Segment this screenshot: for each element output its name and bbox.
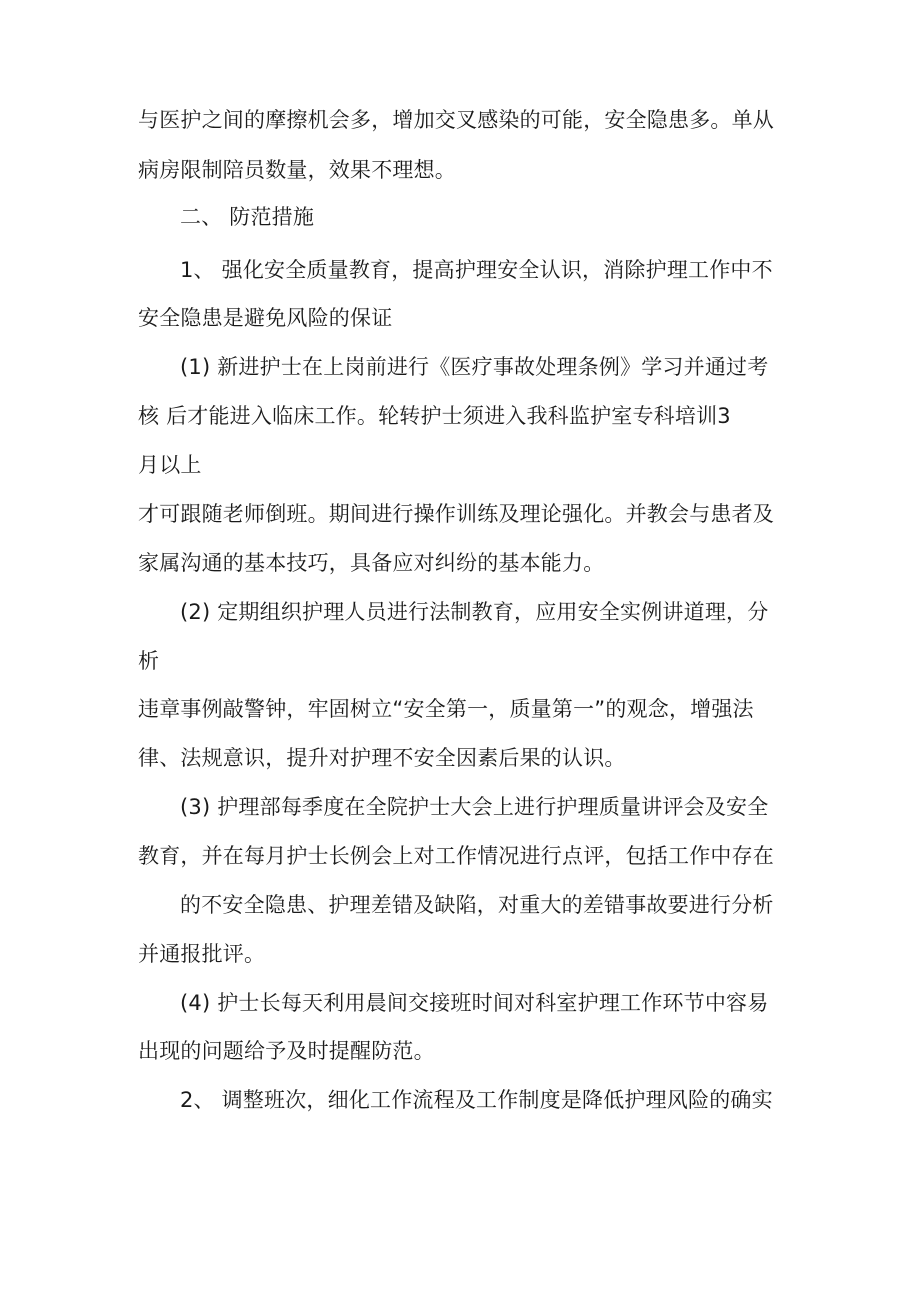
text-line: (4) 护士长每天利用晨间交接班时间对科室护理工作环节中容易 [180,991,769,1015]
text-line: (3) 护理部每季度在全院护士大会上进行护理质量讲评会及安全 [180,795,769,819]
text-line: (2) 定期组织护理人员进行法制教育，应用安全实例讲道理，分 [180,600,769,624]
text-line: 出现的问题给予及时提醒防范。 [138,1039,435,1063]
text-line: (1) 新进护士在上岗前进行《医疗事故处理条例》学习并通过考 [180,355,769,379]
text-line: 才可跟随老师倒班。期间进行操作训练及理论强化。并教会与患者及 [138,502,774,526]
text-line: 教育，并在每月护士长例会上对工作情况进行点评，包括工作中存在 [138,844,774,868]
text-line: 家属沟通的基本技巧，具备应对纠纷的基本能力。 [138,551,605,575]
text-line: 月以上 [138,453,202,477]
text-line: 2、 调整班次，细化工作流程及工作制度是降低护理风险的确实 [180,1088,773,1112]
text-line: 与医护之间的摩擦机会多，增加交叉感染的可能，安全隐患多。单从 [138,108,774,132]
text-line: 病房限制陪员数量，效果不理想。 [138,158,456,182]
text-line: 核 后才能进入临床工作。轮转护士须进入我科监护室专科培训3 [138,404,731,428]
text-line: 析 [138,649,160,673]
text-line: 的不安全隐患、护理差错及缺陷，对重大的差错事故要进行分析 [180,893,774,917]
text-line: 违章事例敲警钟，牢固树立“安全第一，质量第一”的观念，增强法 [138,697,754,721]
text-line: 并通报批评。 [138,942,266,966]
section-heading: 二、 防范措施 [180,205,315,229]
text-line: 安全隐患是避免风险的保证 [138,306,393,330]
text-line: 1、 强化安全质量教育，提高护理安全认识，消除护理工作中不 [180,258,773,282]
text-line: 律、法规意识，提升对护理不安全因素后果的认识。 [138,746,626,770]
